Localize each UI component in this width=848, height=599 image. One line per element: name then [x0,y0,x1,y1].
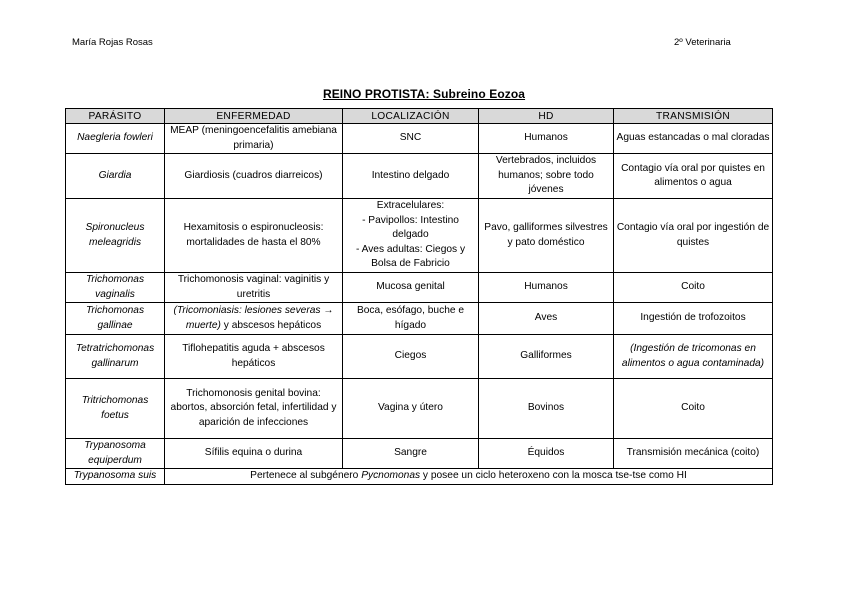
transmission-cell: Aguas estancadas o mal cloradas [614,124,773,154]
transmission-cell: Transmisión mecánica (coito) [614,439,773,469]
parasite-cell: Tritrichomonas foetus [66,379,165,439]
host-cell: Équidos [479,439,614,469]
disease-cell: Hexamitosis o espironucleosis: mortalidades de hasta el 80% [165,199,343,273]
disease-cell [165,303,343,335]
table-row [66,303,773,335]
disease-rest: y abscesos hepáticos [220,319,322,331]
table-row [66,379,773,439]
table-row [66,439,773,469]
transmission-cell: (Ingestión de tricomonas en alimentos o agua contaminada) [614,335,773,379]
host-cell: Galliformes [479,335,614,379]
host-cell: Pavo, galliformes silvestres y pato doméstico [479,199,614,273]
table-row [66,335,773,379]
location-cell: Ciegos [343,335,479,379]
transmission-cell: Coito [614,273,773,303]
parasite-cell: Trypanosoma suis [66,469,165,485]
disease-cell: Giardiosis (cuadros diarreicos) [165,154,343,199]
note-italic: Pycnomonas [361,470,421,481]
note-text-end: y posee un ciclo heteroxeno con la mosca tse-tse como HI [420,470,687,481]
course-label: 2º Veterinaria [674,37,731,48]
location-cell: Intestino delgado [343,154,479,199]
table-header-row [66,109,773,124]
table-row [66,199,773,273]
column-header-host: HD [479,109,614,124]
parasite-cell: Trichomonas vaginalis [66,273,165,303]
location-cell [343,199,479,273]
location-line: Extracelulares: [376,200,445,212]
host-cell: Humanos [479,124,614,154]
transmission-cell: Contagio vía oral por ingestión de quistes [614,199,773,273]
table-row [66,273,773,303]
author-name: María Rojas Rosas [72,37,153,48]
host-cell: Bovinos [479,379,614,439]
host-cell: Vertebrados, incluidos humanos; sobre todo jóvenes [479,154,614,199]
page-title: REINO PROTISTA: Subreino Eozoa [322,87,526,101]
column-header-location: LOCALIZACIÓN [343,109,479,124]
parasite-cell: Trichomonas gallinae [66,303,165,335]
parasite-cell: Spironucleus meleagridis [66,199,165,273]
transmission-cell: Coito [614,379,773,439]
disease-cell: MEAP (meningoencefalitis amebiana primaria) [165,124,343,154]
disease-cell: Sífilis equina o durina [165,439,343,469]
table-row [66,124,773,154]
column-header-transmission: TRANSMISIÓN [614,109,773,124]
location-cell: Mucosa genital [343,273,479,303]
table-row [66,469,773,485]
parasite-table [65,108,773,485]
column-header-parasite: PARÁSITO [66,109,165,124]
transmission-cell: Ingestión de trofozoitos [614,303,773,335]
host-cell: Aves [479,303,614,335]
note-text: Pertenece al subgénero [250,470,362,481]
disease-italic-part: (Tricomoniasis: lesiones severas → muerte) [173,305,334,331]
table-row [66,154,773,199]
parasite-cell: Naegleria fowleri [66,124,165,154]
location-cell: Sangre [343,439,479,469]
parasite-cell: Giardia [66,154,165,199]
location-line: - Pavipollos: Intestino delgado [362,214,459,241]
location-cell: SNC [343,124,479,154]
location-cell: Boca, esófago, buche e hígado [343,303,479,335]
disease-cell: Trichomonosis vaginal: vaginitis y uretritis [165,273,343,303]
disease-cell: Tiflohepatitis aguda + abscesos hepáticos [165,335,343,379]
parasite-cell: Tetratrichomonas gallinarum [66,335,165,379]
host-cell: Humanos [479,273,614,303]
parasite-cell: Trypanosoma equiperdum [66,439,165,469]
column-header-disease: ENFERMEDAD [165,109,343,124]
transmission-cell: Contagio vía oral por quistes en alimentos o agua [614,154,773,199]
location-line: - Aves adultas: Ciegos y Bolsa de Fabricio [355,243,466,270]
location-cell: Vagina y útero [343,379,479,439]
disease-cell: Trichomonosis genital bovina: abortos, absorción fetal, infertilidad y aparición de infecciones [165,379,343,439]
note-cell [165,469,773,485]
